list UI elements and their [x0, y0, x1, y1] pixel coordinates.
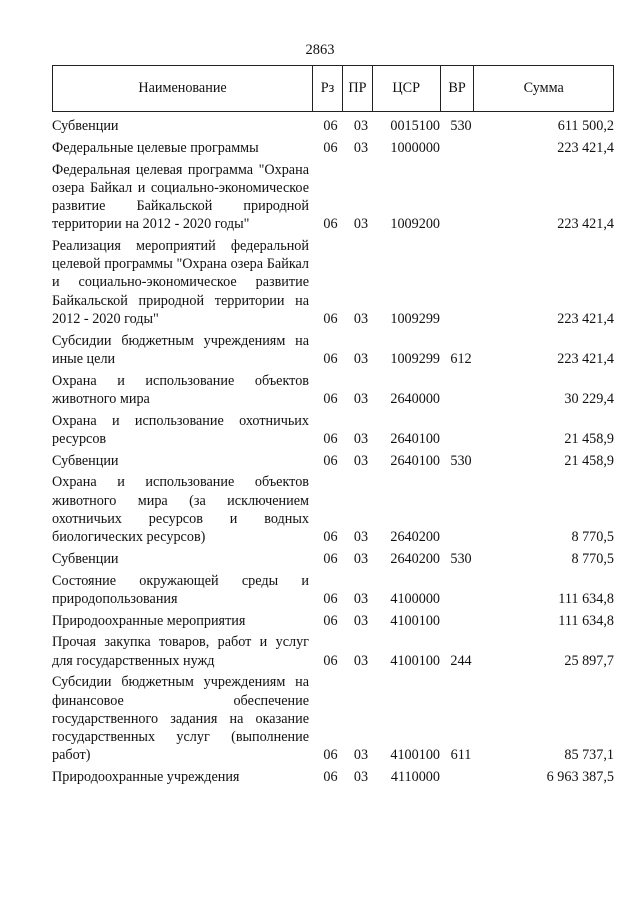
row-csr: 4100100: [390, 612, 440, 629]
row-name: Состояние окружающей среды и природопользования: [52, 572, 309, 607]
table-row: [52, 412, 614, 448]
table-body: [52, 117, 614, 790]
header-name: Наименование: [53, 66, 313, 111]
table-row: [52, 237, 614, 328]
row-pr: 03: [353, 310, 369, 327]
row-pr: 03: [353, 652, 369, 669]
row-name: Субсидии бюджетным учреждениям на иные цели: [52, 332, 309, 367]
row-vr: 611: [450, 747, 472, 764]
row-vr: 612: [450, 350, 472, 367]
row-name: Охрана и использование объектов животного мира: [52, 372, 309, 407]
table-row: [52, 612, 614, 630]
table-row: [52, 768, 614, 786]
row-rz: 06: [323, 590, 338, 607]
row-name: Субвенции: [52, 118, 119, 134]
row-rz: 06: [323, 747, 338, 764]
row-sum: 223 421,4: [557, 216, 614, 233]
header-csr: ЦСР: [373, 66, 441, 111]
row-pr: 03: [353, 430, 369, 447]
table-row: [52, 332, 614, 368]
row-rz: 06: [323, 430, 338, 447]
row-rz: 06: [323, 612, 338, 629]
row-pr: 03: [353, 452, 369, 469]
row-name: Реализация мероприятий федеральной целевой программы "Охрана озера Байкал и социально-экономическое развитие Байкальской природной территории на 2012 - 2020 годы": [52, 238, 309, 327]
row-name: Природоохранные учреждения: [52, 769, 240, 786]
table-row: [52, 117, 614, 135]
page-number: 2863: [305, 42, 335, 58]
row-rz: 06: [323, 769, 338, 786]
table-row: [52, 550, 614, 568]
row-csr: 4100100: [390, 652, 440, 669]
row-name: Охрана и использование охотничьих ресурсов: [52, 412, 309, 447]
row-pr: 03: [353, 350, 369, 367]
row-sum: 223 421,4: [557, 350, 614, 367]
row-name: Субсидии бюджетным учреждениям на финансовое обеспечение государственного задания на оказание государственных услуг (выполнение работ): [52, 674, 309, 764]
header-pr: ПР: [343, 66, 373, 111]
row-rz: 06: [323, 390, 338, 407]
row-vr: 530: [450, 550, 472, 567]
row-csr: 4110000: [390, 769, 440, 786]
row-rz: 06: [323, 529, 338, 546]
table-row: [52, 572, 614, 608]
row-csr: 1009299: [390, 310, 440, 327]
row-csr: 0015100: [390, 118, 440, 134]
row-rz: 06: [323, 139, 338, 156]
row-name: Субвенции: [52, 452, 119, 469]
row-csr: 1009299: [390, 350, 440, 367]
row-sum: 223 421,4: [557, 139, 614, 156]
row-rz: 06: [323, 550, 338, 567]
row-pr: 03: [353, 550, 369, 567]
table-row: [52, 633, 614, 669]
row-sum: 111 634,8: [558, 590, 614, 607]
table-row: [52, 673, 614, 764]
row-csr: 1009200: [390, 216, 440, 233]
row-sum: 21 458,9: [564, 452, 614, 469]
table-row: [52, 161, 614, 234]
row-sum: 8 770,5: [571, 529, 614, 546]
table-row: [52, 473, 614, 546]
row-rz: 06: [323, 350, 338, 367]
row-csr: 4100000: [390, 590, 440, 607]
row-sum: 85 737,1: [564, 747, 614, 764]
row-name: Субвенции: [52, 550, 119, 567]
row-name: Прочая закупка товаров, работ и услуг для государственных нужд: [52, 634, 309, 669]
row-csr: 2640200: [390, 550, 440, 567]
row-name: Федеральная целевая программа "Охрана озера Байкал и социально-экономическое развитие Байкальской природной территории на 2012 - 2020 годы": [52, 161, 309, 233]
row-sum: 6 963 387,5: [546, 769, 614, 786]
table-header: [52, 65, 614, 112]
row-rz: 06: [323, 118, 338, 134]
row-csr: 2640200: [390, 529, 440, 546]
row-rz: 06: [323, 216, 338, 233]
row-sum: 611 500,2: [557, 118, 614, 134]
row-pr: 03: [353, 216, 369, 233]
row-pr: 03: [353, 529, 369, 546]
header-vr: ВР: [441, 66, 475, 111]
row-sum: 21 458,9: [564, 430, 614, 447]
row-sum: 111 634,8: [558, 612, 614, 629]
row-vr: 530: [450, 118, 472, 134]
row-csr: 1000000: [390, 139, 440, 156]
row-name: Охрана и использование объектов животного мира (за исключением охотничьих ресурсов и водных биологических ресурсов): [52, 474, 309, 546]
row-pr: 03: [353, 747, 369, 764]
header-sum: Сумма: [523, 80, 564, 96]
row-sum: 8 770,5: [571, 550, 614, 567]
row-rz: 06: [323, 310, 338, 327]
row-rz: 06: [323, 452, 338, 469]
row-vr: 530: [450, 452, 472, 469]
table-row: [52, 139, 614, 157]
row-csr: 2640100: [390, 430, 440, 447]
row-csr: 2640000: [390, 390, 440, 407]
table-row: [52, 452, 614, 470]
row-name: Федеральные целевые программы: [52, 139, 259, 156]
row-sum: 25 897,7: [564, 652, 614, 669]
row-pr: 03: [353, 590, 369, 607]
header-rz: Рз: [313, 66, 343, 111]
row-csr: 4100100: [390, 747, 440, 764]
row-pr: 03: [353, 612, 369, 629]
row-csr: 2640100: [390, 452, 440, 469]
row-sum: 223 421,4: [557, 310, 614, 327]
row-sum: 30 229,4: [564, 390, 614, 407]
row-vr: 244: [450, 652, 472, 669]
row-pr: 03: [353, 139, 369, 156]
table-row: [52, 372, 614, 408]
row-pr: 03: [353, 769, 369, 786]
row-pr: 03: [353, 118, 369, 134]
row-pr: 03: [353, 390, 369, 407]
row-name: Природоохранные мероприятия: [52, 612, 246, 629]
row-rz: 06: [323, 652, 338, 669]
